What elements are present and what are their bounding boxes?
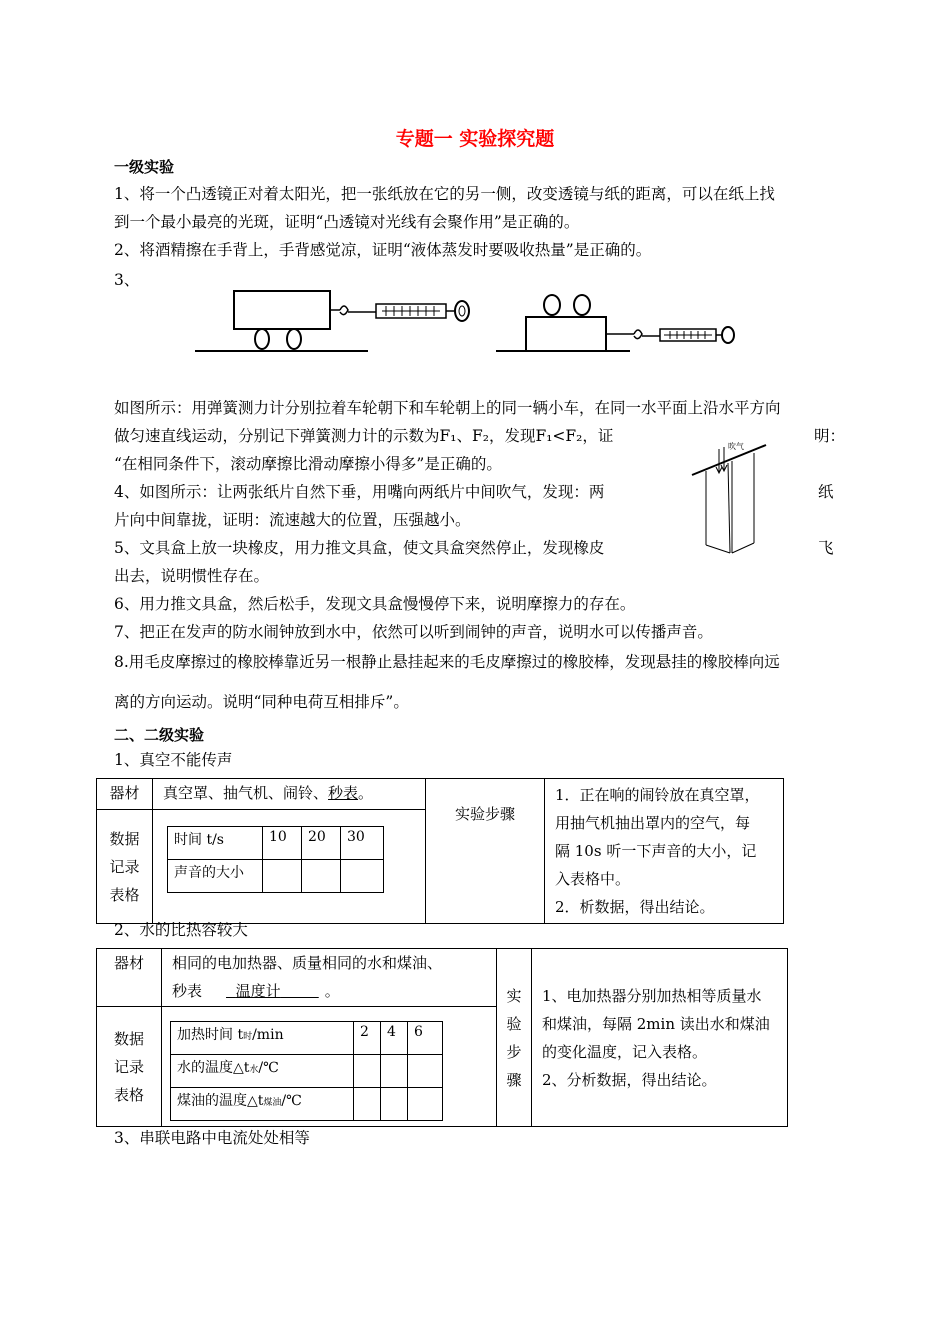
item-4-line-2: 片向中间靠拢，证明：流速越大的位置，压强越小。: [114, 511, 471, 529]
exp1-steps: 1．正在响的闹铃放在真空罩， 用抽气机抽出罩内的空气，每 隔 10s 听一下声音的大小，记 入表格中。 2．析数据，得出结论。: [545, 779, 784, 924]
exp2-steps: 1、电加热器分别加热相等质量水 和煤油，每隔 2min 读出水和煤油 的变化温度，记入表格。 2、分析数据，得出结论。: [532, 949, 788, 1127]
exp1-time-head: 时间 t/s: [168, 827, 263, 860]
cart-friction-figure: [190, 285, 750, 360]
exp2-title: 2、水的比热容较大: [114, 921, 248, 939]
exp2-table: [96, 948, 788, 1127]
item-7: 7、把正在发声的防水闹钟放到水中，依然可以听到闹钟的声音，说明水可以传播声音。: [114, 623, 713, 641]
item-6: 6、用力推文具盒，然后松手，发现文具盒慢慢停下来，说明摩擦力的存在。: [114, 595, 636, 613]
exp2-equip: 相同的电加热器、质量相同的水和煤油、 秒表 温度计 。: [162, 949, 497, 1007]
item-4-line-1-end: 纸: [818, 483, 834, 501]
exp2-equip-label: 器材: [97, 949, 162, 1007]
cart-wheels-up: [496, 295, 734, 351]
cart-wheels-down: [195, 291, 469, 351]
section-1-heading: 一级实验: [114, 158, 175, 176]
item-4-line-1: 4、如图所示：让两张纸片自然下垂，用嘴向两纸片中间吹气，发现：两: [114, 483, 605, 501]
exp1-sound-cell: [263, 860, 302, 893]
exp1-steps-label: 实验步骤: [426, 779, 545, 924]
exp2-time-4: 4: [381, 1022, 408, 1055]
exp2-kerosene-cell: [354, 1088, 381, 1121]
exp2-time-head: 加热时间 t时/min: [171, 1022, 354, 1055]
exp1-table: [96, 778, 784, 924]
item-3-line-1: 如图所示：用弹簧测力计分别拉着车轮朝下和车轮朝上的同一辆小车，在同一水平面上沿水平方向: [114, 399, 781, 417]
exp1-record-label: 数据 记录 表格: [97, 810, 153, 924]
exp2-steps-label: 实 验 步 骤: [497, 949, 532, 1127]
page-title: 专题一 实验探究题: [395, 128, 555, 150]
exp1-time-20: 20: [302, 827, 341, 860]
item-8-line-1: 8.用毛皮摩擦过的橡胶棒靠近另一根静止悬挂起来的毛皮摩擦过的橡胶棒，发现悬挂的橡胶棒向远: [114, 653, 780, 671]
exp2-time-2: 2: [354, 1022, 381, 1055]
exp1-sound-cell: [302, 860, 341, 893]
item-5-line-1-end: 飞: [818, 539, 834, 557]
exp2-water-cell: [408, 1055, 443, 1088]
item-3-line-3: “在相同条件下，滚动摩擦比滑动摩擦小得多”是正确的。: [114, 455, 502, 473]
item-3-line-2-end: 明：: [814, 427, 846, 445]
exp2-water-cell: [354, 1055, 381, 1088]
item-3-number: 3、: [114, 271, 140, 289]
blow-label: 吹气: [728, 442, 744, 451]
exp2-kerosene-head: 煤油的温度△t煤油/℃: [171, 1088, 354, 1121]
exp3-title: 3、串联电路中电流处处相等: [114, 1129, 310, 1147]
exp1-equip: 真空罩、抽气机、闹铃、秒表。: [153, 779, 426, 810]
exp2-data-table: [170, 1021, 443, 1121]
exp1-equip-label: 器材: [97, 779, 153, 810]
item-3-line-2: 做匀速直线运动，分别记下弹簧测力计的示数为F₁、F₂，发现F₁<F₂，证: [114, 427, 614, 445]
exp2-record-label: 数据 记录 表格: [97, 1007, 162, 1127]
exp2-kerosene-cell: [381, 1088, 408, 1121]
exp1-time-10: 10: [263, 827, 302, 860]
section-2-heading: 二、二级实验: [114, 726, 205, 744]
exp1-title: 1、真空不能传声: [114, 751, 233, 769]
exp1-time-30: 30: [341, 827, 384, 860]
item-1-line-1: 1、将一个凸透镜正对着太阳光，把一张纸放在它的另一侧，改变透镜与纸的距离，可以在纸上找: [114, 185, 775, 203]
exp2-water-head: 水的温度△t水/℃: [171, 1055, 354, 1088]
exp2-time-6: 6: [408, 1022, 443, 1055]
item-5-line-2: 出去，说明惯性存在。: [114, 567, 270, 585]
paper-blowing-figure: [686, 437, 776, 561]
exp2-water-cell: [381, 1055, 408, 1088]
item-5-line-1: 5、文具盒上放一块橡皮，用力推文具盒，使文具盒突然停止，发现橡皮: [114, 539, 605, 557]
item-1-line-2: 到一个最小最亮的光斑，证明“凸透镜对光线有会聚作用”是正确的。: [114, 213, 580, 231]
exp2-kerosene-cell: [408, 1088, 443, 1121]
item-8-line-2: 离的方向运动。说明“同种电荷互相排斥”。: [114, 693, 409, 711]
exp1-sound-cell: [341, 860, 384, 893]
exp1-data-table: [167, 826, 384, 893]
exp1-sound-head: 声音的大小: [168, 860, 263, 893]
item-2: 2、将酒精擦在手背上，手背感觉凉，证明“液体蒸发时要吸收热量”是正确的。: [114, 241, 652, 259]
